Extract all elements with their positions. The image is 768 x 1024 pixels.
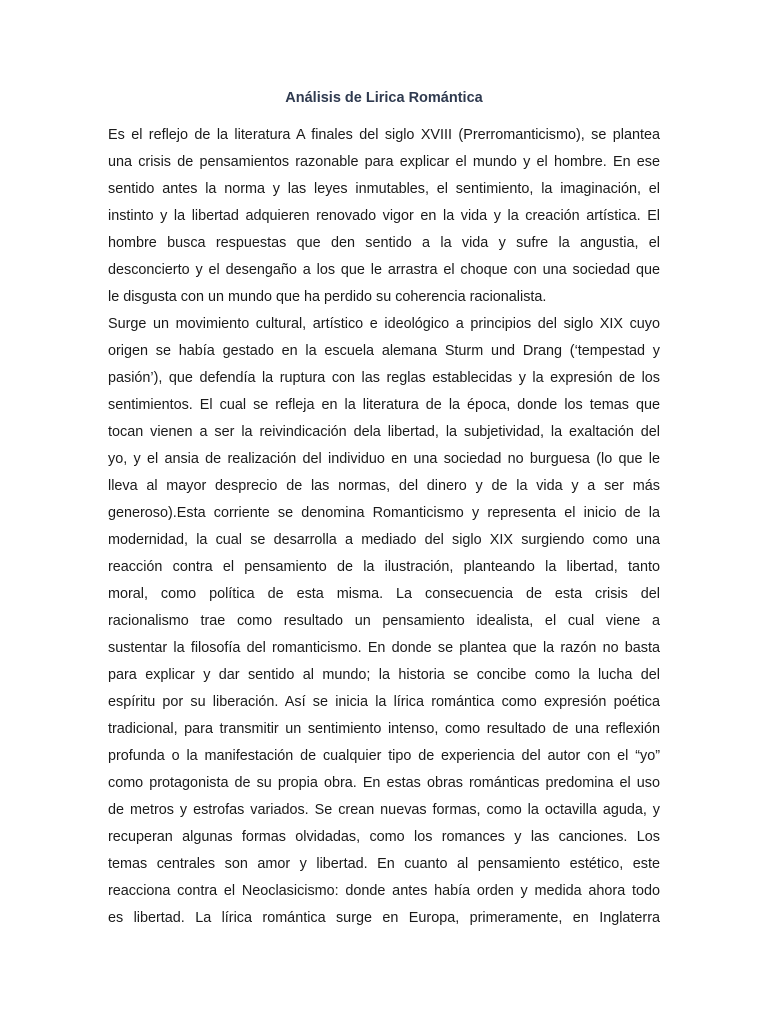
text-line: le disgusta con un mundo que ha perdido su coherencia racionalista. [108, 289, 547, 305]
document-body [108, 122, 660, 932]
text-line: sentido antes la norma y las leyes inmutables, el sentimiento, la imaginación, el [108, 181, 660, 197]
text-line: instinto y la libertad adquieren renovado vigor en la vida y la creación artística. El [108, 208, 660, 224]
text-line: racionalismo trae como resultado un pensamiento idealista, el cual viene a [108, 613, 660, 629]
text-line: reacciona contra el Neoclasicismo: donde antes había orden y medida ahora todo [108, 883, 660, 899]
text-line: sentimientos. El cual se refleja en la literatura de la época, donde los temas que [108, 397, 660, 413]
text-line: yo, y el ansia de realización del individuo en una sociedad no burguesa (lo que le [108, 451, 660, 467]
text-line: tradicional, para transmitir un sentimiento intenso, como resultado de una reflexión [108, 721, 660, 737]
text-line: espíritu por su liberación. Así se inicia la lírica romántica como expresión poética [108, 694, 660, 710]
text-line: Surge un movimiento cultural, artístico e ideológico a principios del siglo XIX cuyo [108, 316, 660, 332]
text-line: pasión’), que defendía la ruptura con las reglas establecidas y la expresión de los [108, 370, 660, 386]
text-line: temas centrales son amor y libertad. En cuanto al pensamiento estético, este [108, 856, 660, 872]
text-line: una crisis de pensamientos razonable para explicar el mundo y el hombre. En ese [108, 154, 660, 170]
text-line: es libertad. La lírica romántica surge en Europa, primeramente, en Inglaterra [108, 910, 660, 926]
text-line: recuperan algunas formas olvidadas, como los romances y las canciones. Los [108, 829, 660, 845]
text-line: lleva al mayor desprecio de las normas, del dinero y de la vida y a ser más [108, 478, 660, 494]
text-line: Es el reflejo de la literatura A finales del siglo XVIII (Prerromanticismo), se plantea [108, 127, 660, 143]
text-line: profunda o la manifestación de cualquier tipo de experiencia del autor con el “yo” [108, 748, 660, 764]
text-line: de metros y estrofas variados. Se crean nuevas formas, como la octavilla aguda, y [108, 802, 660, 818]
text-line: modernidad, la cual se desarrolla a mediado del siglo XIX surgiendo como una [108, 532, 660, 548]
document-title: Análisis de Lirica Romántica [285, 90, 483, 106]
text-line: sustentar la filosofía del romanticismo. En donde se plantea que la razón no basta [108, 640, 660, 656]
text-line: generoso).Esta corriente se denomina Romanticismo y representa el inicio de la [108, 505, 660, 521]
text-line: moral, como política de esta misma. La consecuencia de esta crisis del [108, 586, 660, 602]
text-line: tocan vienen a ser la reivindicación dela libertad, la subjetividad, la exaltación del [108, 424, 660, 440]
text-line: hombre busca respuestas que den sentido a la vida y sufre la angustia, el [108, 235, 660, 251]
text-line: desconcierto y el desengaño a los que le arrastra el choque con una sociedad que [108, 262, 660, 278]
text-line: para explicar y dar sentido al mundo; la historia se concibe como la lucha del [108, 667, 660, 683]
text-line: origen se había gestado en la escuela alemana Sturm und Drang (‘tempestad y [108, 343, 660, 359]
text-line: como protagonista de su propia obra. En estas obras románticas predomina el uso [108, 775, 660, 791]
text-line: reacción contra el pensamiento de la ilustración, planteando la libertad, tanto [108, 559, 660, 575]
